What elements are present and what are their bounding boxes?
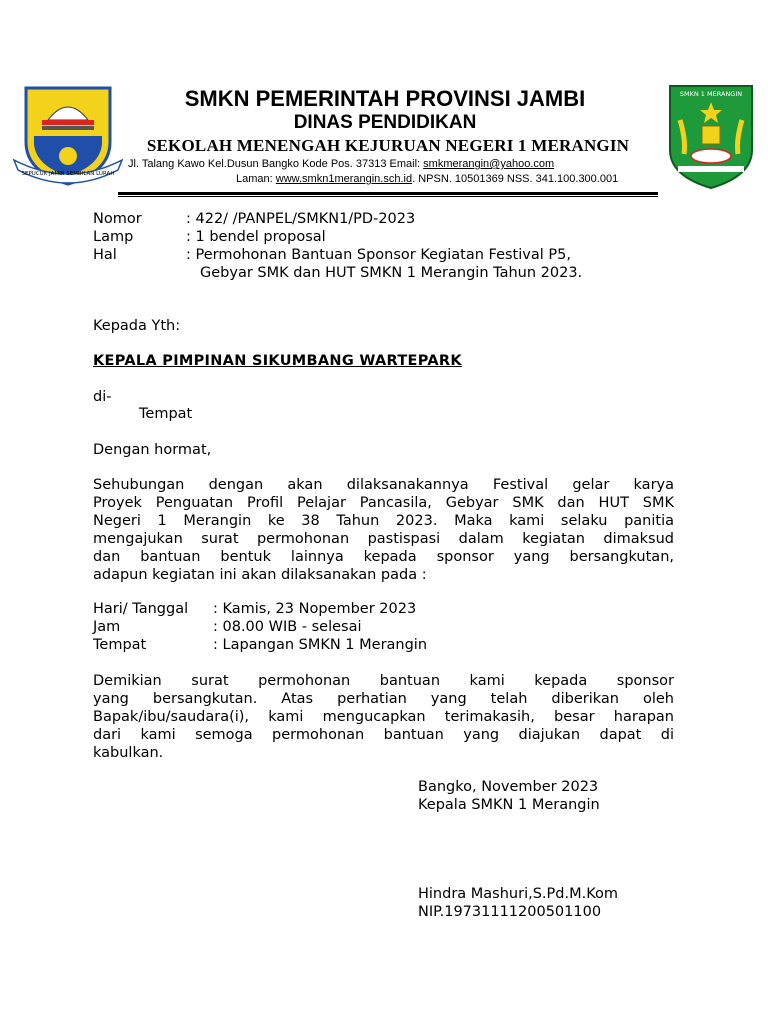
paragraph-2-line: yang bersangkutan. Atas perhatian yang telah diberikan oleh	[93, 691, 674, 707]
paragraph-2	[93, 672, 674, 762]
kepada-yth: Kepada Yth:	[93, 318, 181, 334]
day-value: : Kamis, 23 Nopember 2023	[213, 601, 417, 617]
jambi-province-logo	[12, 80, 124, 190]
smkn1-logo-title: SMKN 1 MERANGIN	[679, 90, 743, 98]
letterhead-line-2: DINAS PENDIDIKAN	[293, 112, 477, 133]
smkn1-merangin-logo	[664, 80, 758, 192]
signature-position: Kepala SMKN 1 Merangin	[418, 797, 600, 813]
signature-name: Hindra Mashuri,S.Pd.M.Kom	[418, 886, 618, 902]
signature-nip: NIP.19731111200501100	[418, 904, 602, 920]
hal-value-2: Gebyar SMK dan HUT SMKN 1 Merangin Tahun 2023.	[200, 265, 583, 281]
lamp-label: Lamp	[93, 229, 134, 245]
di-label: di-	[93, 389, 112, 405]
paragraph-1-line: dan bantuan bentuk lainnya kepada sponsor yang bersangkutan,	[93, 549, 674, 565]
npsn-nss: . NPSN. 10501369 NSS. 341.100.300.001	[412, 173, 619, 185]
jambi-logo-banner: SEPUCUK JAMBI SEMBILAN LURAH	[21, 171, 115, 177]
letterhead-line-3: SEKOLAH MENENGAH KEJURUAN NEGERI 1 MERANGIN	[146, 136, 630, 155]
email-link[interactable]: smkmerangin@yahoo.com	[423, 158, 555, 170]
website-link[interactable]: www.smkn1merangin.sch.id	[275, 173, 413, 185]
time-value: : 08.00 WIB - selesai	[213, 619, 362, 635]
paragraph-1-line: Proyek Penguatan Profil Pelajar Pancasila, Gebyar SMK dan HUT SMK	[93, 495, 674, 511]
paragraph-2-line: Bapak/ibu/saudara(i), kami mengucapkan terimakasih, besar harapan	[93, 709, 674, 725]
nomor-value: : 422/ /PANPEL/SMKN1/PD-2023	[186, 211, 416, 227]
letterhead-line-1: SMKN PEMERINTAH PROVINSI JAMBI	[184, 86, 586, 111]
letterhead-address	[128, 158, 554, 170]
address-text: Jl. Talang Kawo Kel.Dusun Bangko Kode Pos. 37313 Email:	[128, 158, 421, 170]
header-rule-thin	[118, 196, 658, 197]
paragraph-1-line: Negeri 1 Merangin ke 38 Tahun 2023. Maka kami selaku panitia	[93, 513, 674, 529]
paragraph-1-line: mengajukan surat permohonan pastispasi dalam kegiatan dimaksud	[93, 531, 674, 547]
header-rule-thick	[118, 192, 658, 195]
web-label: Laman:	[236, 173, 273, 185]
paragraph-1-line: adapun kegiatan ini akan dilaksanakan pada :	[93, 567, 427, 583]
paragraph-1	[93, 476, 674, 584]
tempat-label: Tempat	[139, 406, 193, 422]
place-label: Tempat	[93, 637, 147, 653]
day-label: Hari/ Tanggal	[93, 601, 189, 617]
hal-value-1: : Permohonan Bantuan Sponsor Kegiatan Festival P5,	[186, 247, 571, 263]
hal-label: Hal	[93, 247, 117, 263]
time-label: Jam	[93, 619, 121, 635]
lamp-value: : 1 bendel proposal	[186, 229, 326, 245]
greeting: Dengan hormat,	[93, 442, 212, 458]
letterhead-web	[236, 173, 618, 185]
paragraph-1-line: Sehubungan dengan akan dilaksanakannya Festival gelar karya	[93, 477, 674, 493]
place-value: : Lapangan SMKN 1 Merangin	[213, 637, 428, 653]
paragraph-2-line: dari kami semoga permohonan bantuan yang diajukan dapat di	[93, 727, 674, 743]
paragraph-2-line: Demikian surat permohonan bantuan kami kepada sponsor	[93, 673, 674, 689]
nomor-label: Nomor	[93, 211, 142, 227]
recipient-name: KEPALA PIMPINAN SIKUMBANG WARTEPARK	[93, 353, 462, 369]
signature-place-date: Bangko, November 2023	[418, 779, 599, 795]
paragraph-2-line: kabulkan.	[93, 745, 164, 761]
